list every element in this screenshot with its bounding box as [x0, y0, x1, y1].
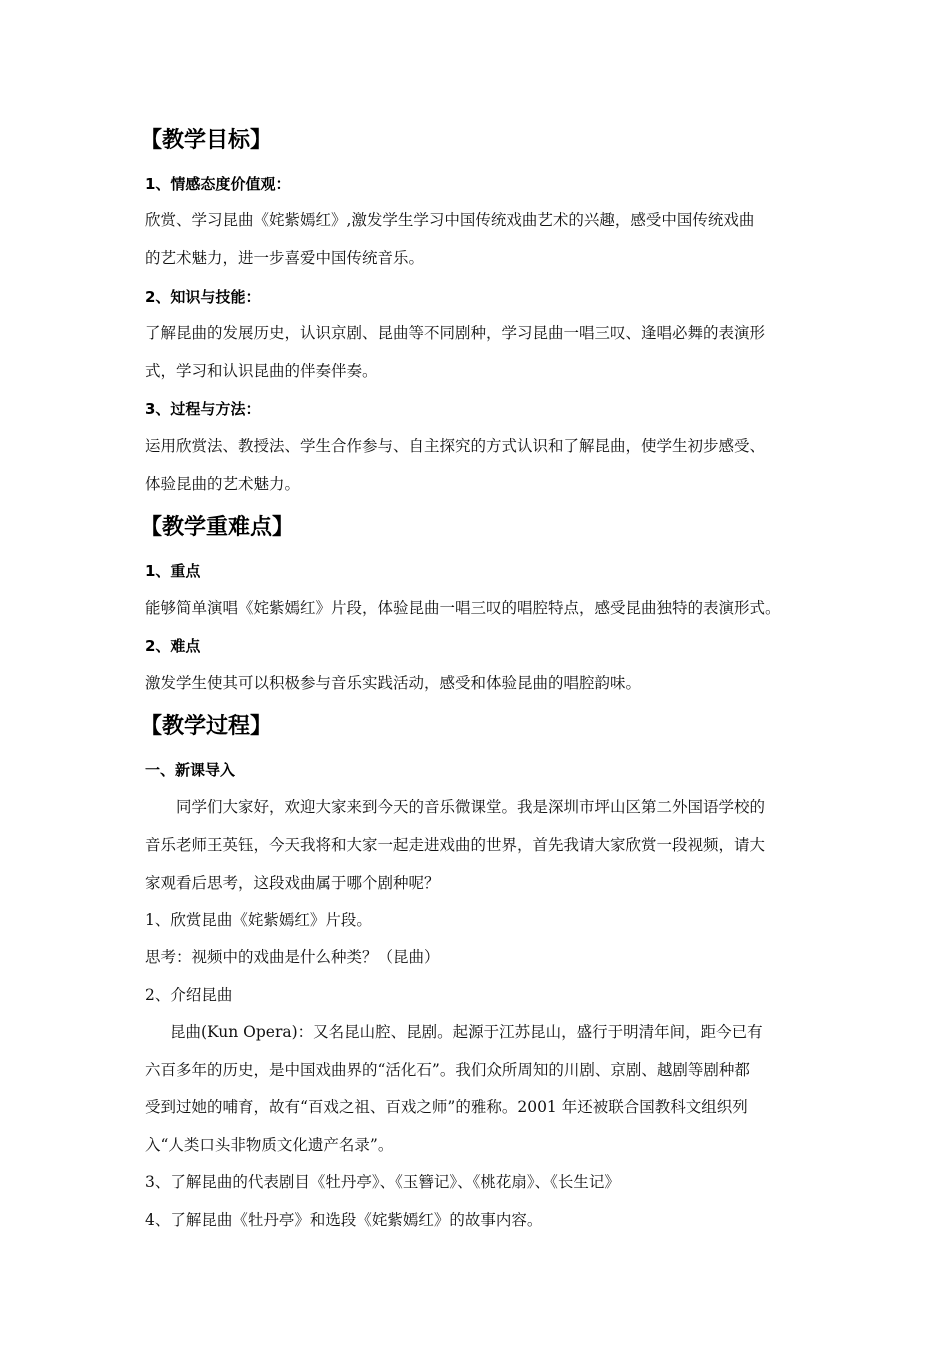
paragraph-line: 运用欣赏法、教授法、学生合作参与、自主探究的方式认识和了解昆曲，使学生初步感受、 [145, 437, 766, 455]
subheading-attitude: 1、情感态度价值观： [145, 175, 291, 193]
section-heading-goals: 【教学目标】 [140, 128, 273, 153]
list-item: 4、了解昆曲《牡丹亭》和选段《姹紫嫣红》的故事内容。 [145, 1211, 543, 1229]
paragraph-line: 同学们大家好，欢迎大家来到今天的音乐微课堂。我是深圳市坪山区第二外国语学校的 [176, 798, 766, 816]
subheading-intro: 一、新课导入 [145, 761, 236, 779]
paragraph-line: 了解昆曲的发展历史，认识京剧、昆曲等不同剧种，学习昆曲一唱三叹、逢唱必舞的表演形 [145, 324, 766, 342]
paragraph-line: 音乐老师王英钰，今天我将和大家一起走进戏曲的世界，首先我请大家欣赏一段视频，请大 [145, 836, 766, 854]
paragraph-line: 欣赏、学习昆曲《姹紫嫣红》,激发学生学习中国传统戏曲艺术的兴趣，感受中国传统戏曲 [145, 211, 755, 229]
paragraph-line: 家观看后思考，这段戏曲属于哪个剧种呢？ [145, 874, 440, 892]
list-item: 思考：视频中的戏曲是什么种类？（昆曲） [145, 948, 440, 966]
paragraph-line: 体验昆曲的艺术魅力。 [145, 475, 301, 493]
section-heading-process: 【教学过程】 [140, 714, 273, 739]
list-item: 3、了解昆曲的代表剧目《牡丹亭》、《玉簪记》、《桃花扇》、《长生记》 [145, 1173, 620, 1191]
subheading-difficult: 2、难点 [145, 637, 201, 655]
paragraph-line: 六百多年的历史，是中国戏曲界的“活化石”。我们众所周知的川剧、京剧、越剧等剧种都 [145, 1061, 750, 1079]
list-item: 2、介绍昆曲 [145, 986, 233, 1004]
paragraph-line: 式，学习和认识昆曲的伴奏伴奏。 [145, 362, 378, 380]
paragraph-line: 激发学生使其可以积极参与音乐实践活动，感受和体验昆曲的唱腔韵味。 [145, 674, 642, 692]
paragraph-line: 入“人类口头非物质文化遗产名录”。 [145, 1136, 394, 1154]
paragraph-line: 昆曲(Kun Opera)：又名昆山腔、昆剧。起源于江苏昆山，盛行于明清年间，距今已有 [170, 1023, 763, 1041]
subheading-knowledge: 2、知识与技能： [145, 288, 261, 306]
list-item: 1、欣赏昆曲《姹紫嫣红》片段。 [145, 911, 372, 929]
paragraph-line: 能够简单演唱《姹紫嫣红》片段，体验昆曲一唱三叹的唱腔特点，感受昆曲独特的表演形式。 [145, 599, 781, 617]
paragraph-line: 受到过她的哺育，故有“百戏之祖、百戏之师”的雅称。2001 年还被联合国教科文组织列 [145, 1098, 748, 1116]
section-heading-key-points: 【教学重难点】 [140, 515, 295, 540]
subheading-key: 1、重点 [145, 562, 201, 580]
paragraph-line: 的艺术魅力，进一步喜爱中国传统音乐。 [145, 249, 425, 267]
subheading-methods: 3、过程与方法： [145, 400, 261, 418]
